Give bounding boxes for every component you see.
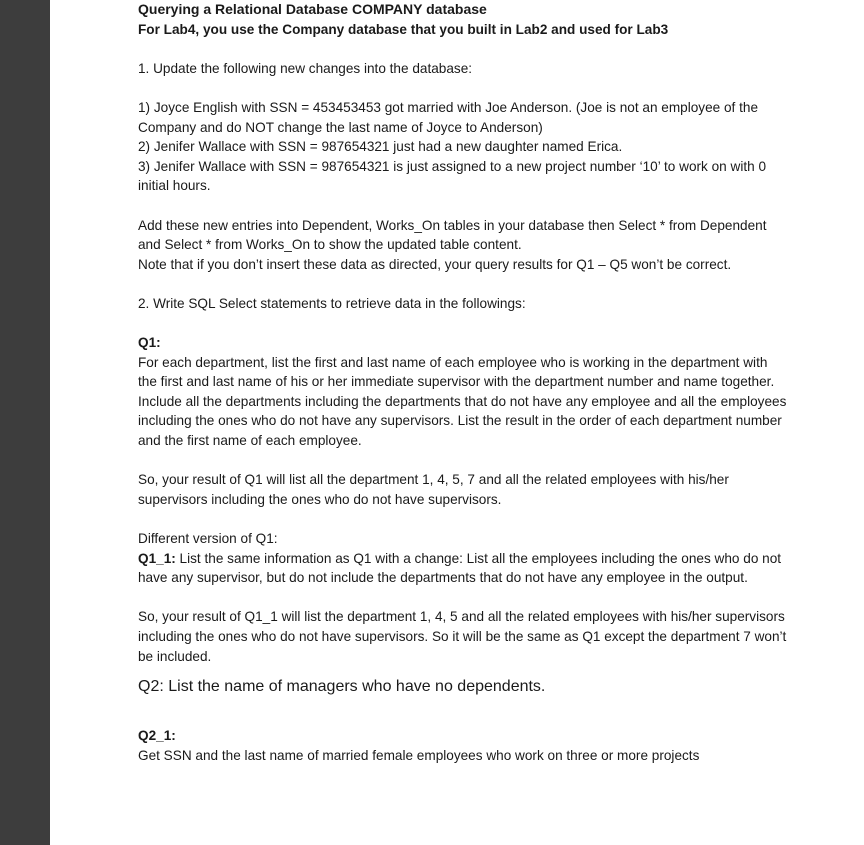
- q1-text: For each department, list the first and last name of each employee who is working in the department with the first and last name of his or her immediate supervisor with the department number and name together. Include all the departments including the departments that do not have any employee and all the employees including the ones who do not have any supervisors. List the result in the order of each department number and the first name of each employee.: [138, 354, 787, 449]
- q2-1-text: Get SSN and the last name of married female employees who work on three or more projects: [138, 747, 700, 763]
- left-sidebar-bar: [0, 0, 50, 845]
- update-item-3: 3) Jenifer Wallace with SSN = 987654321 is just assigned to a new project number ‘10’ to work on with 0 initial hours.: [138, 158, 767, 194]
- update-item-1: 1) Joyce English with SSN = 453453453 got married with Joe Anderson. (Joe is not an employee of the Company and do NOT change the last name of Joyce to Anderson): [138, 99, 759, 135]
- q1-1-paragraph: [138, 549, 788, 588]
- doc-subtitle: For Lab4, you use the Company database that you built in Lab2 and used for Lab3: [138, 21, 669, 37]
- different-version-label: Different version of Q1:: [138, 531, 278, 547]
- write-sql-heading: 2. Write SQL Select statements to retrieve data in the followings:: [138, 295, 526, 311]
- q2-text: Q2: List the name of managers who have no dependents.: [138, 678, 546, 696]
- q1-result: So, your result of Q1 will list all the department 1, 4, 5, 7 and all the related employees with his/her supervisors including the ones who do not have supervisors.: [138, 472, 729, 507]
- update-item-2: 2) Jenifer Wallace with SSN = 987654321 just had a new daughter named Erica.: [138, 139, 623, 155]
- add-entries-paragraph: Add these new entries into Dependent, Works_On tables in your database then Select * from Dependent and Select * from Works_On to show the updated table content.: [138, 217, 767, 253]
- q1-1-label: Q1_1:: [138, 550, 176, 566]
- update-heading: 1. Update the following new changes into the database:: [138, 60, 473, 76]
- document-page: [138, 0, 788, 765]
- note-paragraph: Note that if you don’t insert these data as directed, your query results for Q1 – Q5 won’t be correct.: [138, 256, 732, 272]
- q1-1-text: List the same information as Q1 with a change: List all the employees including the ones who do not have any supervisor, but do not include the departments that do not have any employee in the output.: [138, 550, 782, 586]
- doc-title: Querying a Relational Database COMPANY database: [138, 1, 487, 17]
- q1-1-result: So, your result of Q1_1 will list the department 1, 4, 5 and all the related employees with his/her supervisors including the ones who do not have supervisors. So it will be the same as Q1 except the department 7 won’t be included.: [138, 609, 787, 664]
- q2-1-label: Q2_1:: [138, 728, 176, 744]
- q1-label: Q1:: [138, 335, 161, 351]
